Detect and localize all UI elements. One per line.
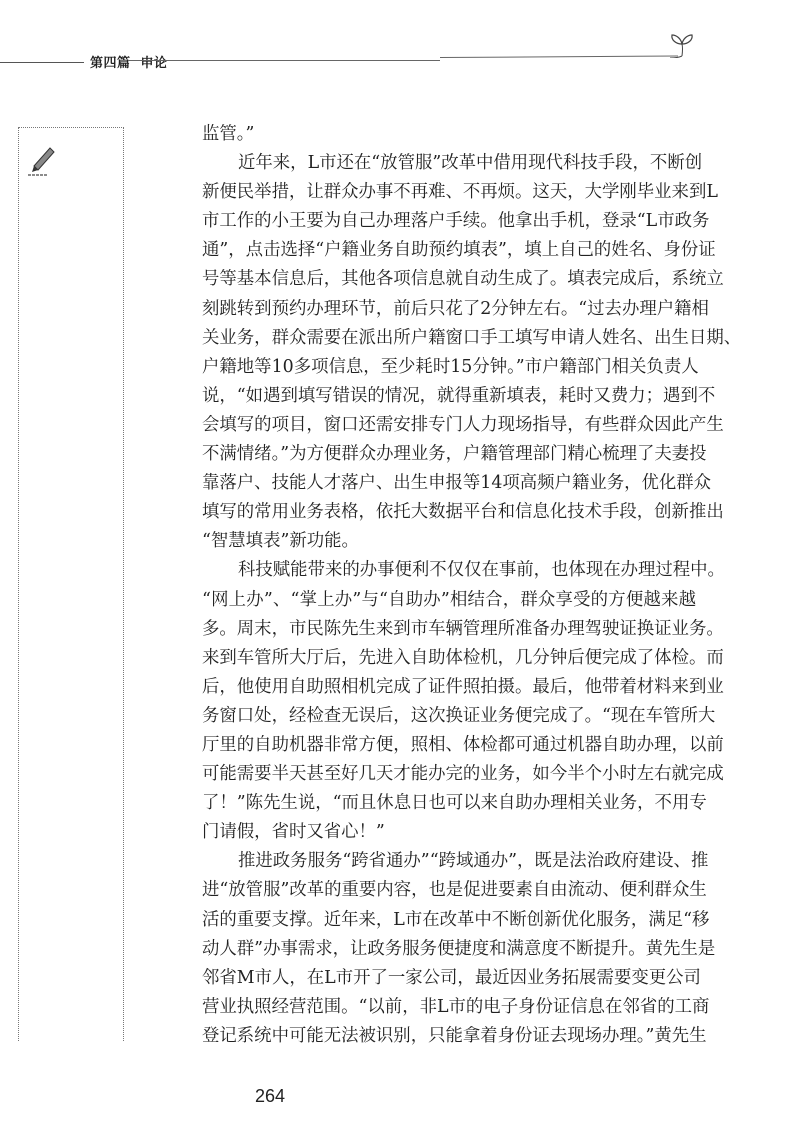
text-line: 近年来，L市还在“放管服”改革中借用现代科技手段，不断创 [238,153,703,174]
paragraph [202,120,696,149]
text-line: 会填写的项目，窗口还需安排专门人力现场指导，有些群众因此产生 [202,414,724,435]
paragraph [202,556,725,847]
section-title: 申论 [140,56,168,71]
text-line: 邻省M市人，在L市开了一家公司，最近因业务拓展需要变更公司 [202,967,701,988]
text-line: 门请假，省时又省心！” [202,822,385,843]
header-rule-right [128,60,440,61]
page-number: 264 [255,1086,286,1106]
header-rule-right-end [440,56,678,58]
text-line: 可能需要半天甚至好几天才能办完的业务，如今半个小时左右就完成 [202,764,724,785]
text-line: 营业执照经营范围。“以前，非L市的电子身份证信息在邻省的工商 [202,996,710,1017]
body-text [202,120,742,1051]
text-line: 户籍地等10多项信息，至少耗时15分钟。”市户籍部门相关负责人 [202,356,699,377]
text-line: 监管。” [202,124,255,144]
text-line: “网上办”、“掌上办”与“自助办”相结合，群众享受的方便越来越 [202,589,696,610]
text-line: 关业务，群众需要在派出所户籍窗口手工填写申请人姓名、出生日期、 [202,327,742,348]
text-line: 靠落户、技能人才落户、出生申报等14项高频户籍业务，优化群众 [202,473,712,494]
notes-margin-box [18,127,124,1041]
text-line: 号等基本信息后，其他各项信息就自动生成了。填表完成后，系统立 [202,269,724,290]
text-line: 填写的常用业务表格，依托大数据平台和信息化技术手段，创新推出 [202,502,724,523]
text-line: 科技赋能带来的办事便利不仅仅在事前，也体现在办理过程中。 [238,560,725,581]
text-line: 后，他使用自助照相机完成了证件照拍摄。最后，他带着材料来到业 [202,676,724,697]
text-line: “智慧填表”新功能。 [202,531,359,552]
text-line: 推进政务服务“跨省通办”“跨域通办”，既是法治政府建设、推 [238,851,709,872]
part-label: 第四篇 [90,56,131,71]
text-line: 动人群”办事需求，让政务服务便捷度和满意度不断提升。黄先生是 [202,938,716,959]
header-rule-left [0,62,84,63]
paragraph [202,149,742,556]
text-line: 说，“如遇到填写错误的情况，就得重新填表，耗时又费力；遇到不 [202,385,716,406]
sprout-icon [668,32,698,58]
running-header [90,52,178,71]
text-line: 务窗口处，经检查无误后，这次换证业务便完成了。“现在车管所大 [202,705,716,726]
text-line: 市工作的小王要为自己办理落户手续。他拿出手机，登录“L市政务 [202,211,710,232]
text-line: 不满情绪。”为方便群众办理业务，户籍管理部门精心梳理了夫妻投 [202,444,707,465]
text-line: 新便民举措，让群众办事不再难、不再烦。这天，大学刚毕业来到L [202,182,718,203]
paragraph [202,847,716,1051]
pencil-icon [26,142,58,178]
text-line: 活的重要支撑。近年来，L市在改革中不断创新优化服务，满足“移 [202,909,710,930]
text-line: 多。周末，市民陈先生来到市车辆管理所准备办理驾驶证换证业务。 [202,618,724,639]
text-line: 来到车管所大厅后，先进入自助体检机，几分钟后便完成了体检。而 [202,647,724,668]
text-line: 刻跳转到预约办理环节，前后只花了2分钟左右。“过去办理户籍相 [202,298,709,319]
text-line: 通”，点击选择“户籍业务自助预约填表”，填上自己的姓名、身份证 [202,240,716,261]
text-line: 厅里的自助机器非常方便，照相、体检都可通过机器自助办理，以前 [202,734,724,755]
text-line: 进“放管服”改革的重要内容，也是促进要素自由流动、便利群众生 [202,880,707,901]
text-line: 了！”陈先生说，“而且休息日也可以来自助办理相关业务，不用专 [202,793,707,814]
text-line: 登记系统中可能无法被识别，只能拿着身份证去现场办理。”黄先生 [202,1025,707,1046]
